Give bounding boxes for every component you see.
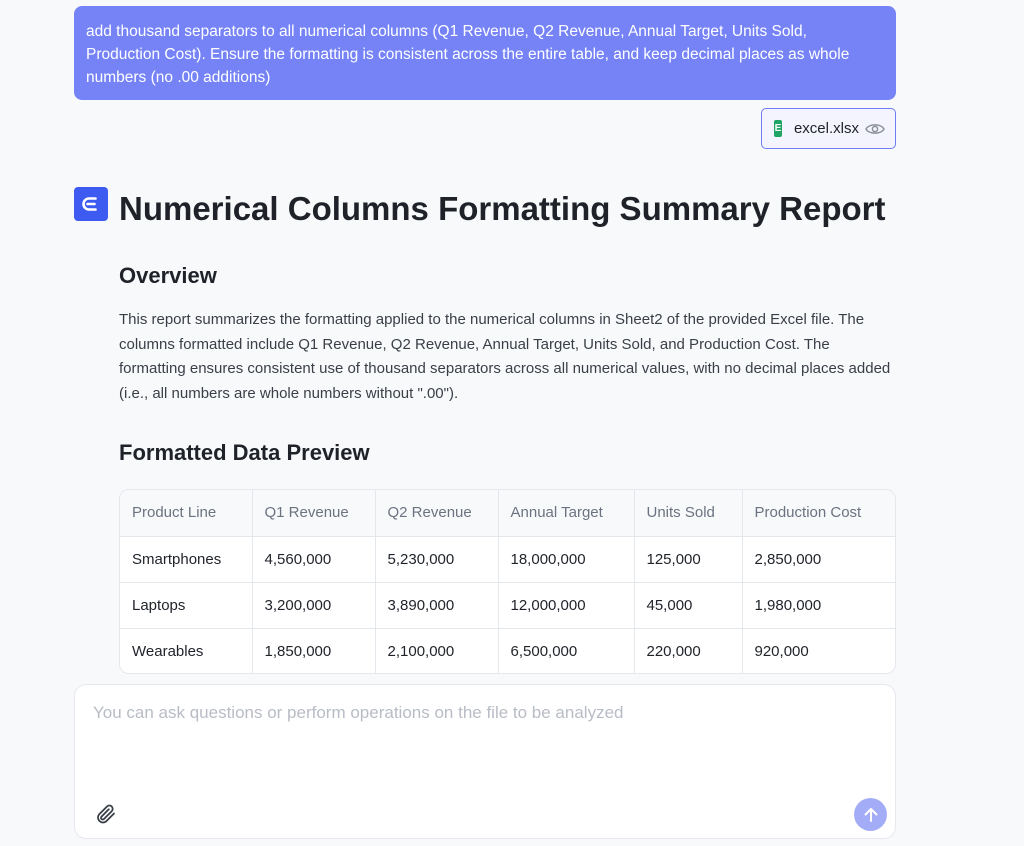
column-header: Annual Target (498, 490, 634, 536)
data-preview-table (119, 489, 896, 674)
table-cell: 2,100,000 (375, 628, 498, 674)
user-message-text: add thousand separators to all numerical columns (Q1 Revenue, Q2 Revenue, Annual Target, Units Sold, Production Cost). Ensure the formatting is consistent across the entire table, and keep decimal places as whole numbers (no .00 additions) (86, 23, 850, 86)
column-header: Q1 Revenue (252, 490, 375, 536)
table-row (120, 582, 896, 628)
overview-heading: Overview (119, 263, 217, 288)
table-cell: 1,850,000 (252, 628, 375, 674)
table-cell: Smartphones (120, 536, 252, 582)
column-header: Q2 Revenue (375, 490, 498, 536)
table-header-row (120, 490, 896, 536)
paperclip-icon[interactable] (93, 801, 119, 827)
table-cell: Wearables (120, 628, 252, 674)
table-cell: 920,000 (742, 628, 896, 674)
column-header: Production Cost (742, 490, 896, 536)
preview-heading: Formatted Data Preview (119, 440, 370, 465)
table-cell: 1,980,000 (742, 582, 896, 628)
app-logo-icon (74, 187, 108, 221)
table-cell: Laptops (120, 582, 252, 628)
table-cell: 4,560,000 (252, 536, 375, 582)
table-cell: 3,890,000 (375, 582, 498, 628)
report-title: Numerical Columns Formatting Summary Report (119, 190, 886, 227)
table-cell: 3,200,000 (252, 582, 375, 628)
column-header: Units Sold (634, 490, 742, 536)
user-message-bubble (74, 6, 896, 100)
table-row (120, 628, 896, 674)
spreadsheet-icon: E (774, 120, 782, 137)
table-cell: 18,000,000 (498, 536, 634, 582)
arrow-up-icon (862, 806, 880, 824)
table-cell: 2,850,000 (742, 536, 896, 582)
table-cell: 45,000 (634, 582, 742, 628)
overview-paragraph: This report summarizes the formatting applied to the numerical columns in Sheet2 of the provided Excel file. The columns formatted include Q1 Revenue, Q2 Revenue, Annual Target, Units Sold, and Production Cost. The formatting ensures consistent use of thousand separators across all numerical values, with no decimal places added (i.e., all numbers are whole numbers without ".00"). (119, 311, 891, 403)
table-cell: 125,000 (634, 536, 742, 582)
composer-box (74, 684, 896, 839)
attachment-chip[interactable] (761, 108, 896, 149)
table-cell: 12,000,000 (498, 582, 634, 628)
table-cell: 220,000 (634, 628, 742, 674)
attachment-file-name: excel.xlsx (793, 120, 859, 137)
table-row (120, 536, 896, 582)
table-cell: 6,500,000 (498, 628, 634, 674)
eye-icon[interactable] (865, 122, 885, 136)
table-cell: 5,230,000 (375, 536, 498, 582)
send-button[interactable] (854, 798, 887, 831)
chat-input[interactable] (93, 703, 873, 783)
column-header: Product Line (120, 490, 252, 536)
